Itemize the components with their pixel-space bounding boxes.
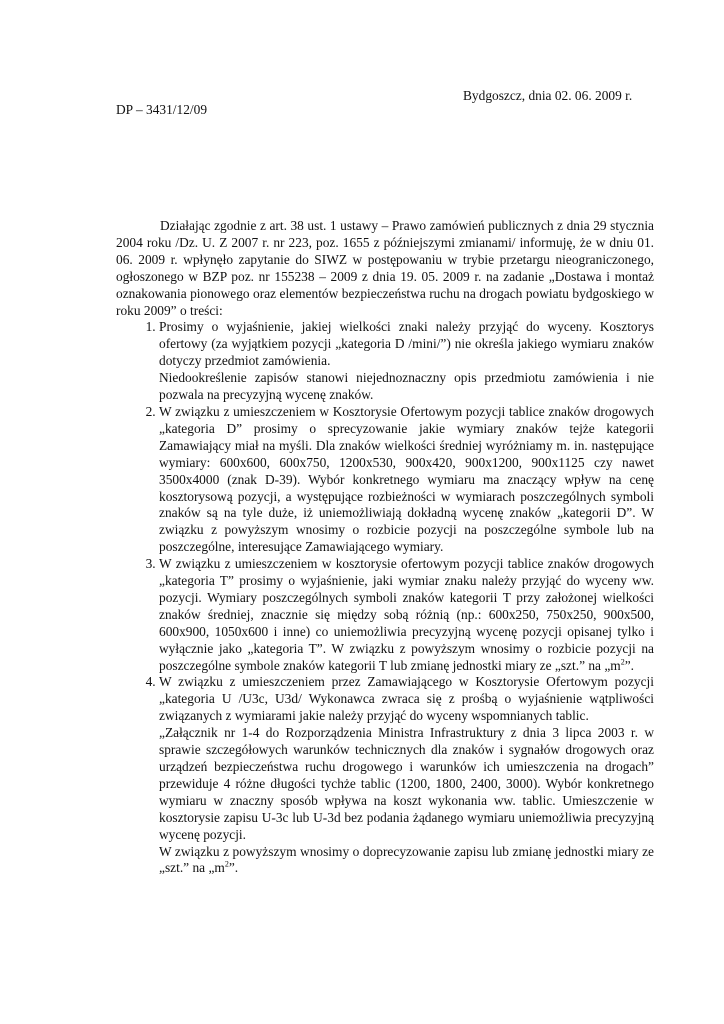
question-4-paragraph-3 bbox=[159, 844, 654, 878]
intro-paragraph: Działając zgodnie z art. 38 ust. 1 ustawy – Prawo zamówień publicznych z dnia 29 stycznia 2004 roku /Dz. U. Z 2007 r. nr 223, poz. 1655 z późniejszymi zmianami/ informuję, że w dniu 01. 06. 2009 r. wpłynęło zapytanie do SIWZ w postępowaniu w trybie przetargu nieograniczonego, ogłoszonego w BZP poz. nr 155238 – 2009 z dnia 19. 05. 2009 r. na zadanie „Dostawa i montaż oznakowania pionowego oraz elementów bezpieczeństwa ruchu na drogach powiatu bydgoskiego w roku 2009” o treści: bbox=[116, 218, 654, 318]
question-4-text-end: ”. bbox=[228, 860, 239, 876]
question-2-paragraph-1: 2. W związku z umieszczeniem w Kosztorysie Ofertowym pozycji tablice znaków drogowych „kategoria D” prosimy o sprecyzowanie jakie wymiary znaków tejże kategorii Zamawiający miał na myśli. Dla znaków wielkości średniej wyróżniamy m. in. następujące wymiary: 600x600, 600x750, 1200x530, 900x420, 900x1200, 900x1125 czy nawet 3500x4000 (znak D-39). Wybór konkretnego wymiaru ma znaczący wpływ na cenę kosztorysową pozycji, a występujące rozbieżności w wymiarach poszczególnych symboli znaków są na tyle duże, iż uniemożliwiają dokładną wycenę znaków „kategorii D”. W związku z powyższym wnosimy o rozbicie pozycji na poszczególne symbole lub na poszczególne, interesujące Zamawiającego wymiary. bbox=[159, 403, 654, 555]
superscript-2: 2 bbox=[620, 657, 625, 667]
question-item-4 bbox=[159, 674, 654, 877]
question-3-text-end: ”. bbox=[624, 657, 634, 673]
letter-body bbox=[116, 218, 654, 877]
question-3-text: W związku z umieszczeniem w kosztorysie ofertowym pozycji tablice znaków drogowych „kategoria T” prosimy o wyjaśnienie, jaki wymiar znaku należy przyjąć do wyceny ww. pozycji. Wymiary poszczególnych symboli znaków kategorii T przy założonej wielkości znaków średniej, znacznie się między sobą różnią (np.: 600x250, 750x250, 900x500, 600x900, 1050x600 i inne) co uniemożliwia precyzyjną wycenę pozycji opisanej tylko i wyłącznie jako „kategoria T”. W związku z powyższym wnosimy o rozbicie pozycji na poszczególne symbole znaków kategorii T lub zmianę jednostki miary ze „szt.” na „m bbox=[159, 556, 654, 673]
question-4-text: W związku z powyższym wnosimy o doprecyzowanie zapisu lub zmianę jednostki miary ze „szt.” na „m bbox=[159, 843, 654, 876]
superscript-2: 2 bbox=[224, 859, 229, 869]
question-4-paragraph-2: „Załącznik nr 1-4 do Rozporządzenia Ministra Infrastruktury z dnia 3 lipca 2003 r. w sprawie szczegółowych warunków technicznych dla znaków i sygnałów drogowych oraz urządzeń bezpieczeństwa ruchu drogowego i warunków ich umieszczenia na drogach” przewiduje 4 różne długości tychże tablic (1200, 1800, 2400, 3000). Wybór konkretnego wymiaru w znaczny sposób wpływa na koszt wykonania ww. tablic. Umieszczenie w kosztorysie zapisu U-3c lub U-3d bez podania żądanego wymiaru uniemożliwia precyzyjną wycenę pozycji. bbox=[159, 725, 654, 842]
question-list bbox=[116, 319, 654, 877]
question-4-paragraph-1: 4. W związku z umieszczeniem przez Zamawiającego w Kosztorysie Ofertowym pozycji „kategoria U /U3c, U3d/ Wykonawca zwraca się z prośbą o wyjaśnienie wątpliwości związanych z wymiarami jakie należy przyjąć do wyceny wspomnianych tablic. bbox=[159, 674, 654, 724]
document-reference-number: DP – 3431/12/09 bbox=[116, 102, 208, 117]
question-item-2 bbox=[159, 404, 654, 556]
place-and-date: Bydgoszcz, dnia 02. 06. 2009 r. bbox=[463, 88, 633, 103]
question-1-paragraph-2: Niedookreślenie zapisów stanowi niejednoznaczny opis przedmiotu zamówienia i nie pozwala na precyzyjną wycenę znaków. bbox=[159, 370, 654, 403]
question-item-3 bbox=[159, 556, 654, 674]
question-1-paragraph-1: 1. Prosimy o wyjaśnienie, jakiej wielkości znaki należy przyjąć do wyceny. Kosztorys ofertowy (za wyjątkiem pozycji „kategoria D /mini/”) nie określa jakiego wymiaru znaków dotyczy przedmiot zamówienia. bbox=[159, 319, 654, 369]
question-item-1 bbox=[159, 319, 654, 404]
question-3-paragraph-1 bbox=[159, 556, 654, 674]
